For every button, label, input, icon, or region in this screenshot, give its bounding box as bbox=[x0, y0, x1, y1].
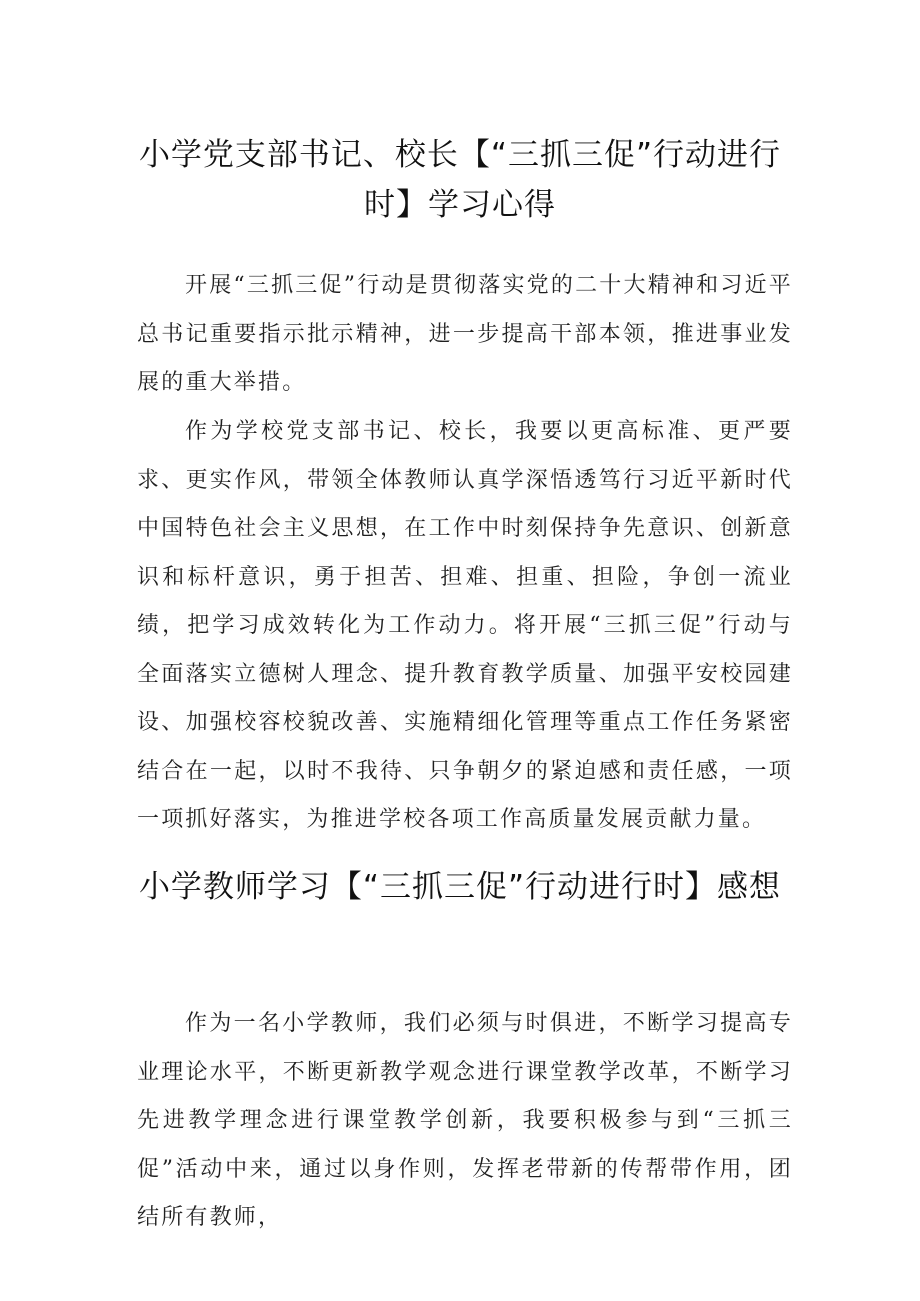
section-1-paragraph-2: 作为学校党支部书记、校长，我要以更高标准、更严要求、更实作风，带领全体教师认真学深悟透笃行习近平新时代中国特色社会主义思想，在工作中时刻保持争先意识、创新意识和标杆意识，勇于担苦、担难、担重、担险，争创一流业绩，把学习成效转化为工作动力。将开展“三抓三促”行动与全面落实立德树人理念、提升教育教学质量、加强平安校园建设、加强校容校貌改善、实施精细化管理等重点工作任务紧密结合在一起，以时不我待、只争朝夕的紧迫感和责任感，一项一项抓好落实，为推进学校各项工作高质量发展贡献力量。 bbox=[137, 419, 793, 832]
section-1-title: 小学党支部书记、校长【“三抓三促”行动进行时】学习心得 bbox=[138, 137, 782, 223]
section-2-title: 小学教师学习【“三抓三促”行动进行时】感想 bbox=[138, 869, 782, 905]
section-2-paragraph-1: 作为一名小学教师，我们必须与时俱进，不断学习提高专业理论水平，不断更新教学观念进行课堂教学改革，不断学习先进教学理念进行课堂教学创新，我要积极参与到“三抓三促”活动中来，通过以身作则，发挥老带新的传帮带作用，团结所有教师， bbox=[137, 1011, 793, 1230]
section-1-paragraph-1: 开展“三抓三促”行动是贯彻落实党的二十大精神和习近平总书记重要指示批示精神，进一步提高干部本领，推进事业发展的重大举措。 bbox=[137, 273, 793, 395]
